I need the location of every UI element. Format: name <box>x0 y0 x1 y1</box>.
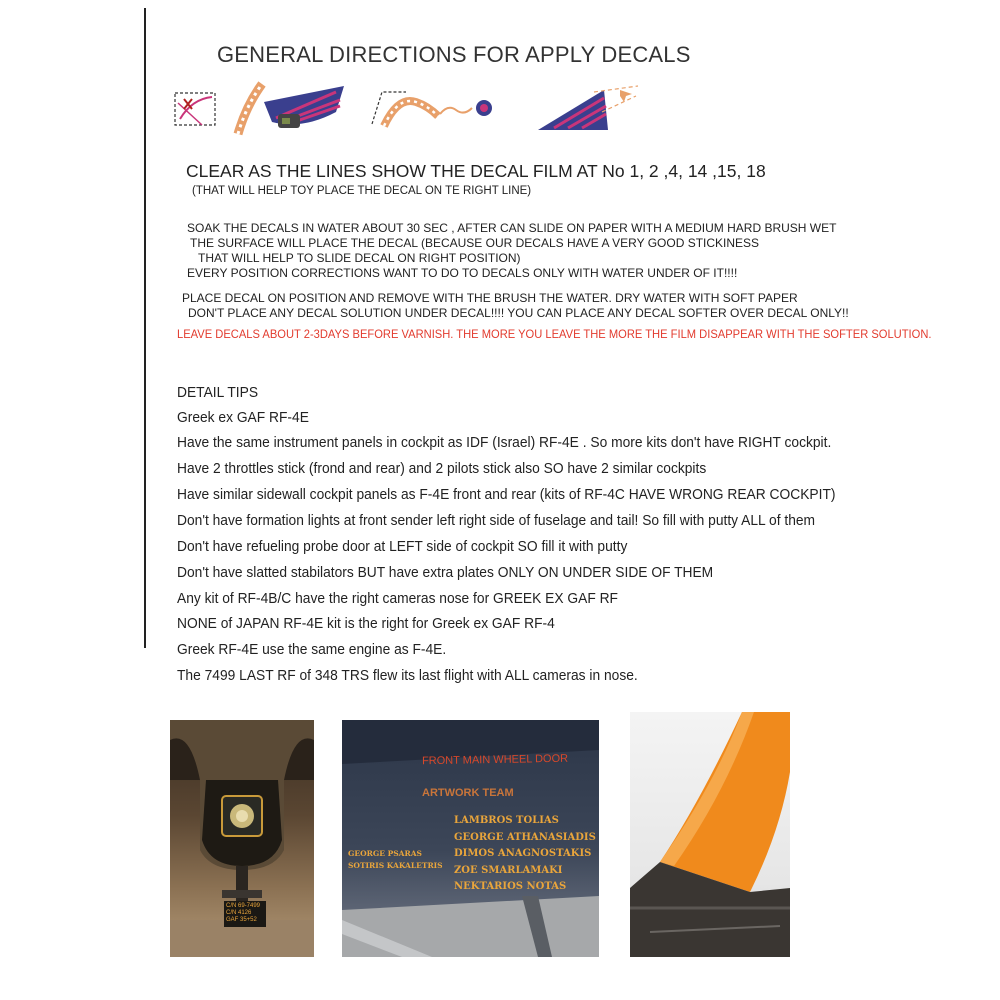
decal-film-heading: CLEAR AS THE LINES SHOW THE DECAL FILM AT No 1, 2 ,4, 14 ,15, 18 <box>186 161 766 181</box>
page-title: GENERAL DIRECTIONS FOR APPLY DECALS <box>217 42 691 67</box>
plate-line: GAF 35+52 <box>226 917 257 923</box>
stabilator-drawing <box>630 712 790 957</box>
team-names-right <box>454 813 596 896</box>
team-member: NEKTARIOS NOTAS <box>454 881 567 892</box>
wheel-door-credits-photo <box>342 720 599 957</box>
aircraft-serial-plate <box>226 903 260 924</box>
instruction-line: THAT WILL HELP TO SLIDE DECAL ON RIGHT POSITION) <box>198 251 521 265</box>
detail-tip-line: Don't have refueling probe door at LEFT side of cockpit SO fill it with putty <box>177 538 628 555</box>
aircraft-decal-illustration <box>534 82 644 134</box>
plate-line: C/N 69-7499 <box>226 903 261 909</box>
team-member: DIMOS ANAGNOSTAKIS <box>454 848 592 859</box>
camera-nose-photo <box>170 720 314 957</box>
team-member: SOTIRIS KAKALETRIS <box>348 861 443 870</box>
team-member: GEORGE ATHANASIADIS <box>454 831 596 843</box>
instruction-line: THE SURFACE WILL PLACE THE DECAL (BECAUSE OUR DECALS HAVE A VERY GOOD STICKINESS <box>190 236 760 250</box>
instruction-line: PLACE DECAL ON POSITION AND REMOVE WITH THE BRUSH THE WATER. DRY WATER WITH SOFT PAPER <box>182 291 798 305</box>
decal-film-subheading: (THAT WILL HELP TOY PLACE THE DECAL ON TE RIGHT LINE) <box>192 185 532 197</box>
detail-tip-line: Have the same instrument panels in cockpit as IDF (Israel) RF-4E . So more kits don't have RIGHT cockpit. <box>177 434 832 451</box>
detail-tip-line: Have similar sidewall cockpit panels as F-4E front and rear (kits of RF-4C HAVE WRONG REAR COCKPIT) <box>177 486 836 503</box>
artwork-team-label: ARTWORK TEAM <box>422 787 514 799</box>
detail-tip-line: Don't have formation lights at front sender left right side of fuselage and tail! So fill with putty ALL of them <box>177 512 816 529</box>
detail-tip-line: NONE of JAPAN RF-4E kit is the right for Greek ex GAF RF-4 <box>177 615 555 632</box>
detail-tip-line: Any kit of RF-4B/C have the right cameras nose for GREEK EX GAF RF <box>177 590 618 607</box>
orange-stabilator-photo <box>630 712 790 957</box>
detail-tip-line: Have 2 throttles stick (frond and rear) and 2 pilots stick also SO have 2 similar cockpits <box>177 460 707 477</box>
detail-tip-line: Greek ex GAF RF-4E <box>177 409 309 426</box>
decal-film-strip-illustration <box>232 78 354 138</box>
team-member: GEORGE PSARAS <box>348 849 422 858</box>
instruction-line: DON'T PLACE ANY DECAL SOLUTION UNDER DECAL!!!! YOU CAN PLACE ANY DECAL SOFTER OVER DECAL ONLY!! <box>188 306 849 320</box>
detail-tip-line: Greek RF-4E use the same engine as F-4E. <box>177 641 447 658</box>
plate-line: C/N 4126 <box>226 910 252 916</box>
page-margin-line <box>144 8 146 648</box>
detail-tip-line: Don't have slatted stabilators BUT have extra plates ONLY ON UNDER SIDE OF THEM <box>177 564 714 581</box>
instruction-line: EVERY POSITION CORRECTIONS WANT TO DO TO DECALS ONLY WITH WATER UNDER OF IT!!!! <box>187 266 738 280</box>
detail-tips-heading: DETAIL TIPS <box>177 384 259 401</box>
decal-slide-illustration <box>368 86 498 134</box>
team-member: ZOE SMARLAMAKI <box>454 864 563 876</box>
team-names-left <box>348 848 443 872</box>
wheel-door-label: FRONT MAIN WHEEL DOOR <box>421 752 569 768</box>
detail-tip-line: The 7499 LAST RF of 348 TRS flew its last flight with ALL cameras in nose. <box>177 667 638 684</box>
decal-cut-illustration <box>172 89 222 131</box>
team-member: LAMBROS TOLIAS <box>454 815 559 826</box>
instruction-line: SOAK THE DECALS IN WATER ABOUT 30 SEC , AFTER CAN SLIDE ON PAPER WITH A MEDIUM HARD BRUSH WET <box>187 221 837 235</box>
varnish-warning: LEAVE DECALS ABOUT 2-3DAYS BEFORE VARNISH. THE MORE YOU LEAVE THE MORE THE FILM DISAPPEAR WITH THE SOFTER SOLUTION. <box>177 327 932 341</box>
